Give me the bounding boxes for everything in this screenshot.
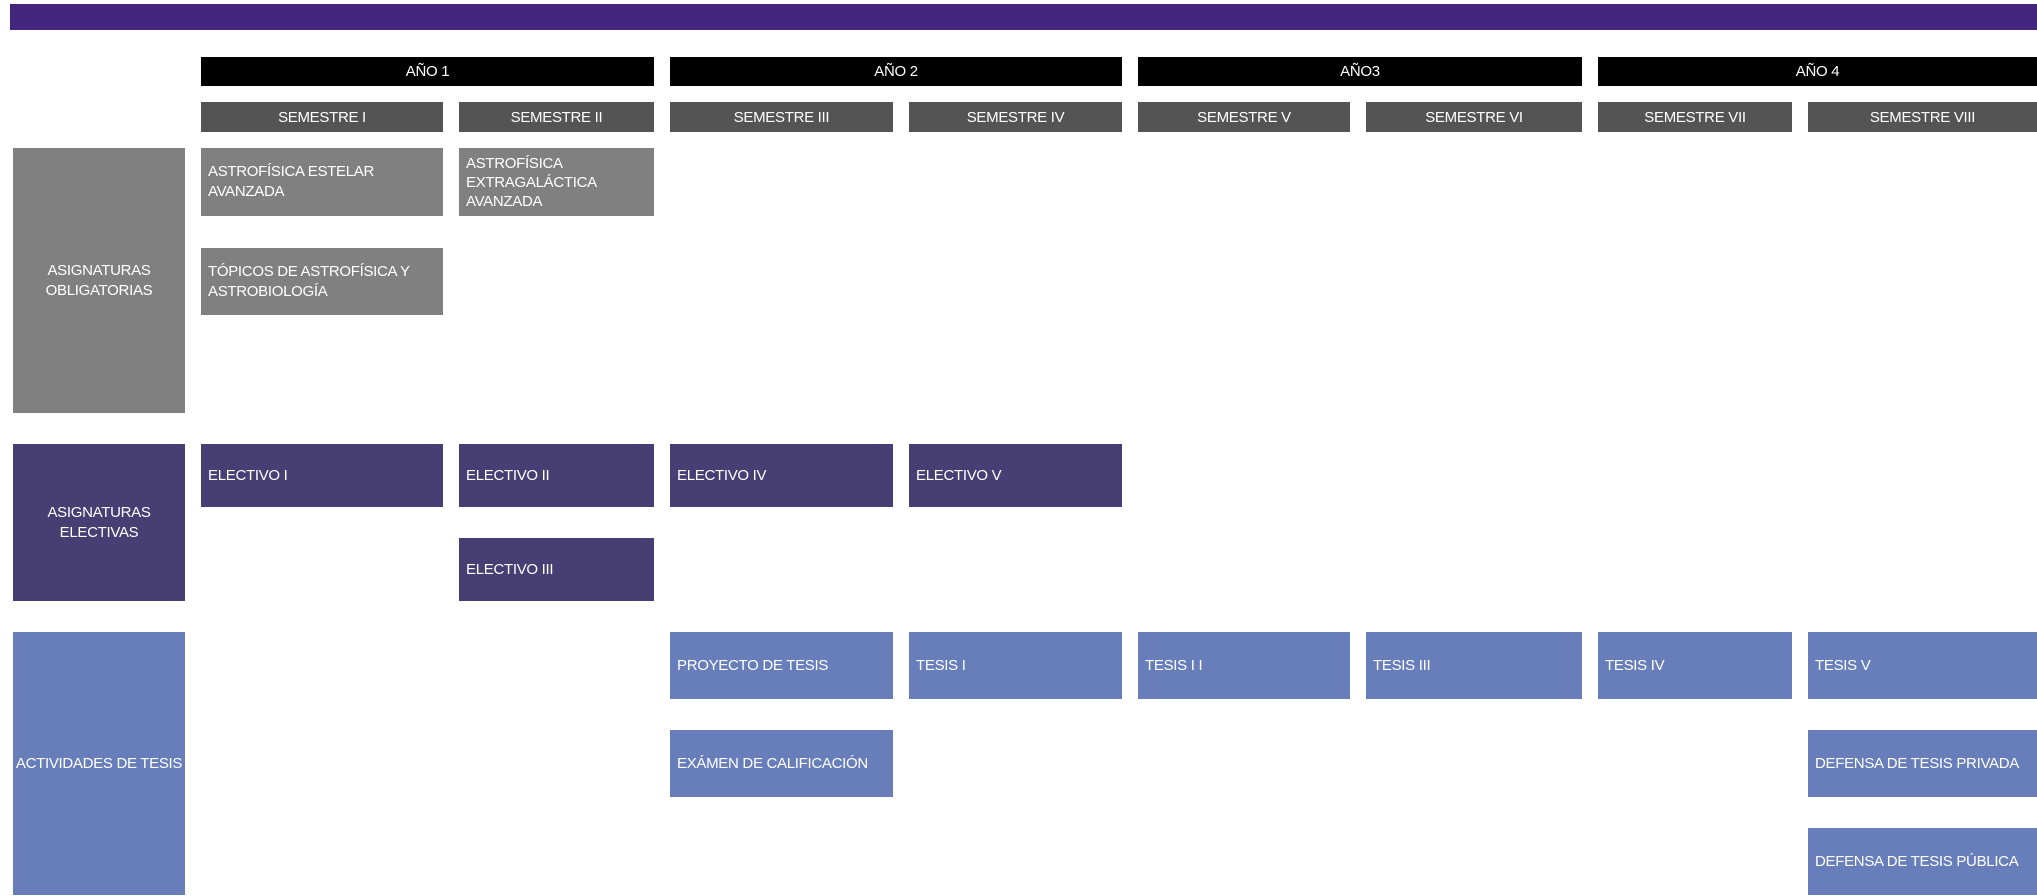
course-tesis-3: TESIS III: [1366, 632, 1582, 699]
course-topicos-astrobiologia: TÓPICOS DE ASTROFÍSICA Y ASTROBIOLOGÍA: [201, 248, 443, 315]
course-defensa-tesis-publica: DEFENSA DE TESIS PÚBLICA: [1808, 828, 2037, 895]
semester-header-5: SEMESTRE V: [1138, 102, 1350, 132]
semester-header-4: SEMESTRE IV: [909, 102, 1122, 132]
row-label-obligatorias: ASIGNATURAS OBLIGATORIAS: [13, 148, 185, 413]
course-tesis-5: TESIS V: [1808, 632, 2037, 699]
course-defensa-tesis-privada: DEFENSA DE TESIS PRIVADA: [1808, 730, 2037, 797]
semester-header-1: SEMESTRE I: [201, 102, 443, 132]
semester-header-6: SEMESTRE VI: [1366, 102, 1582, 132]
row-label-tesis: ACTIVIDADES DE TESIS: [13, 632, 185, 895]
course-electivo-5: ELECTIVO V: [909, 444, 1122, 507]
course-tesis-2: TESIS I I: [1138, 632, 1350, 699]
course-electivo-3: ELECTIVO III: [459, 538, 654, 601]
course-tesis-1: TESIS I: [909, 632, 1122, 699]
year-header-3: AÑO3: [1138, 57, 1582, 86]
semester-header-2: SEMESTRE II: [459, 102, 654, 132]
course-tesis-4: TESIS IV: [1598, 632, 1792, 699]
course-electivo-1: ELECTIVO I: [201, 444, 443, 507]
semester-header-7: SEMESTRE VII: [1598, 102, 1792, 132]
row-label-electivas: ASIGNATURAS ELECTIVAS: [13, 444, 185, 601]
top-bar: [10, 4, 2037, 30]
course-proyecto-de-tesis: PROYECTO DE TESIS: [670, 632, 893, 699]
course-astrofisica-estelar: ASTROFÍSICA ESTELAR AVANZADA: [201, 148, 443, 216]
course-electivo-4: ELECTIVO IV: [670, 444, 893, 507]
year-header-2: AÑO 2: [670, 57, 1122, 86]
year-header-1: AÑO 1: [201, 57, 654, 86]
semester-header-3: SEMESTRE III: [670, 102, 893, 132]
course-examen-de-calificacion: EXÁMEN DE CALIFICACIÓN: [670, 730, 893, 797]
year-header-4: AÑO 4: [1598, 57, 2037, 86]
course-electivo-2: ELECTIVO II: [459, 444, 654, 507]
semester-header-8: SEMESTRE VIII: [1808, 102, 2037, 132]
course-astrofisica-extragalactica: ASTROFÍSICA EXTRAGALÁCTICA AVANZADA: [459, 148, 654, 216]
